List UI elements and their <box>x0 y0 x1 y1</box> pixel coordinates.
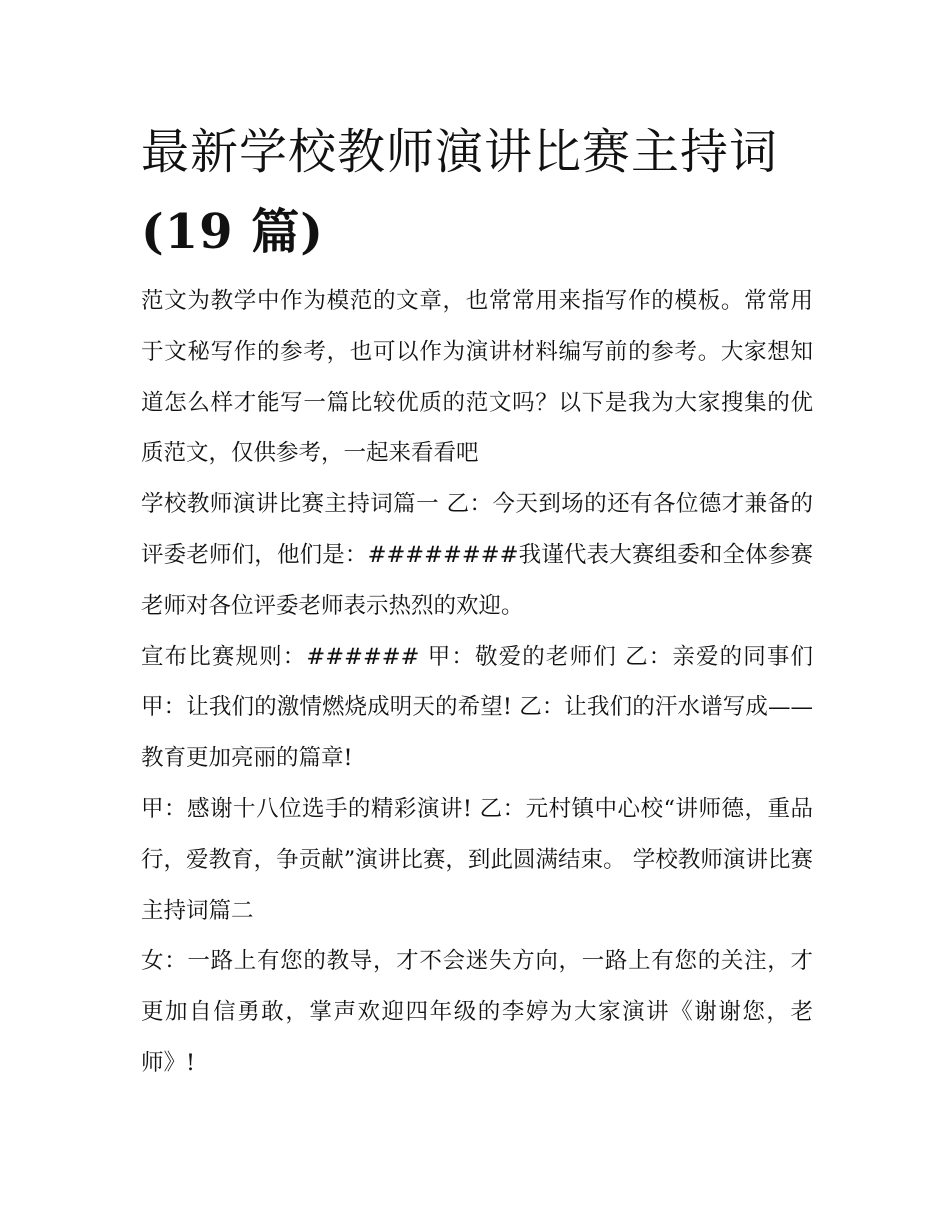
document-body <box>141 276 813 1089</box>
paragraph-part-one: 学校教师演讲比赛主持词篇一 乙：今天到场的还有各位德才兼备的评委老师们，他们是：########我谨代表大赛组委和全体参赛老师对各位评委老师表示热烈的欢迎。 <box>141 491 813 619</box>
paragraph-intro: 范文为教学中作为模范的文章，也常常用来指写作的模板。常常用于文秘写作的参考，也可以作为演讲材料编写前的参考。大家想知道怎么样才能写一篇比较优质的范文吗？以下是我为大家搜集的优质范文，仅供参考，一起来看看吧 <box>141 288 813 467</box>
paragraph-closing: 甲：感谢十八位选手的精彩演讲! 乙：元村镇中心校“讲师德，重品行，爱教育，争贡献”演讲比赛，到此圆满结束。 学校教师演讲比赛主持词篇二 <box>141 795 813 924</box>
paragraph-rules: 宣布比赛规则：###### 甲：敬爱的老师们 乙：亲爱的同事们 甲：让我们的激情燃烧成明天的希望! 乙：让我们的汗水谱写成——教育更加亮丽的篇章! <box>141 643 813 772</box>
title-line-main: 最新学校教师演讲比赛主持词 <box>141 124 779 180</box>
document-title <box>141 112 813 272</box>
document-content <box>141 112 813 1089</box>
paragraph-part-two: 女：一路上有您的教导，才不会迷失方向，一路上有您的关注，才更加自信勇敢，掌声欢迎四年级的李婷为大家演讲《谢谢您，老师》! <box>141 948 813 1076</box>
title-line-count: (19 篇) <box>141 204 324 260</box>
